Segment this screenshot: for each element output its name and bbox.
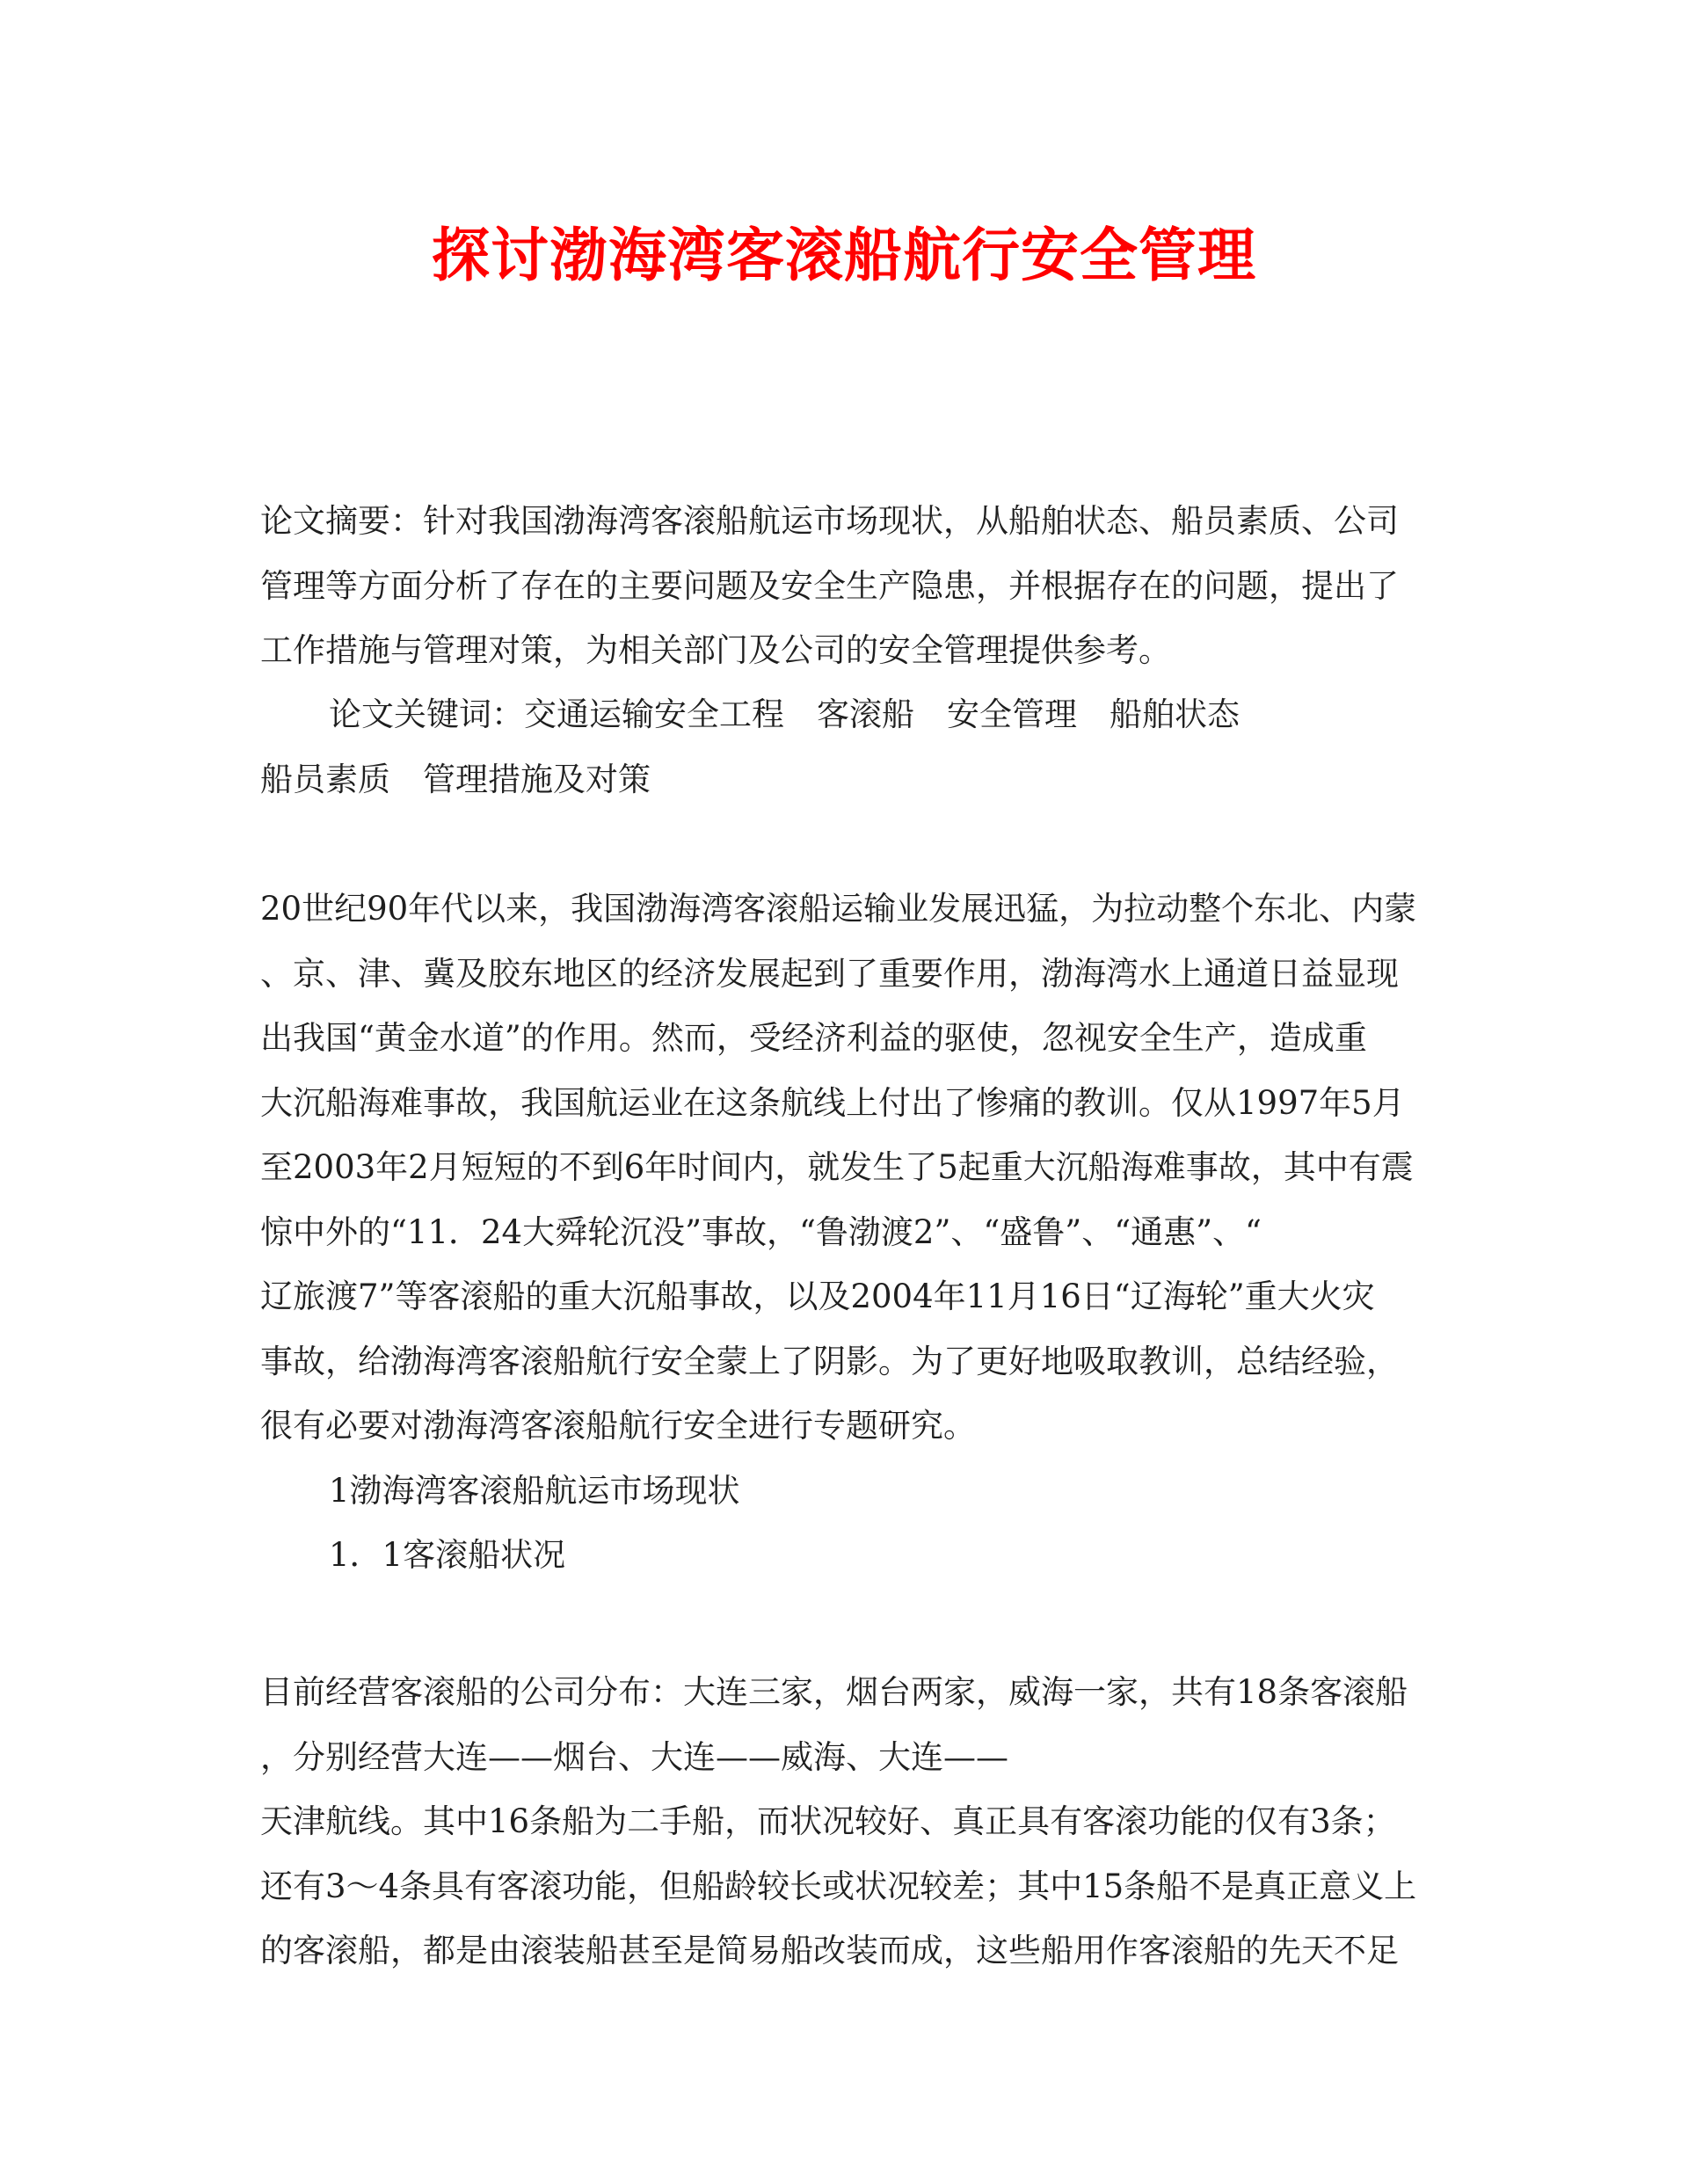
abstract-line: 工作措施与管理对策，为相关部门及公司的安全管理提供参考。 [260, 631, 1171, 669]
intro-line: 出我国“黄金水道”的作用。然而，受经济利益的驱使，忽视安全生产，造成重 [260, 1019, 1367, 1057]
intro-line: 辽旅渡7”等客滚船的重大沉船事故，以及2004年11月16日“辽海轮”重大火灾 [260, 1278, 1375, 1315]
intro-line: 大沉船海难事故，我国航运业在这条航线上付出了惨痛的教训。仅从1997年5月 [260, 1083, 1405, 1122]
abstract-line: 论文摘要：针对我国渤海湾客滚船航运市场现状，从船舶状态、船员素质、公司 [260, 502, 1399, 540]
intro-line: 、京、津、冀及胶东地区的经济发展起到了重要作用，渤海湾水上通道日益显现 [260, 954, 1399, 993]
body-line: 还有3～4条具有客滚功能，但船龄较长或状况较差；其中15条船不是真正意义上 [260, 1867, 1417, 1905]
document-title: 探讨渤海湾客滚船航行安全管理 [432, 221, 1256, 289]
intro-paragraph [260, 877, 1421, 1588]
intro-line: 20世纪90年代以来，我国渤海湾客滚船运输业发展迅猛，为拉动整个东北、内蒙 [260, 890, 1417, 928]
keywords-line: 论文关键词：交通运输安全工程 客滚船 安全管理 船舶状态 [329, 695, 1240, 733]
section-heading: 1渤海湾客滚船航运市场现状 [329, 1471, 740, 1510]
section-1-1-paragraph [260, 1660, 1421, 1984]
body-line: 的客滚船，都是由滚装船甚至是简易船改装而成，这些船用作客滚船的先天不足 [260, 1932, 1399, 1969]
intro-line: 惊中外的“11．24大舜轮沉没”事故，“鲁渤渡2”、“盛鲁”、“通惠”、“ [260, 1212, 1262, 1251]
body-line: ，分别经营大连——烟台、大连——威海、大连—— [260, 1737, 1008, 1776]
intro-line: 至2003年2月短短的不到6年时间内，就发生了5起重大沉船海难事故，其中有震 [260, 1148, 1414, 1186]
intro-line: 事故，给渤海湾客滚船航行安全蒙上了阴影。为了更好地吸取教训，总结经验， [260, 1342, 1399, 1380]
body-line: 天津航线。其中16条船为二手船，而状况较好、真正具有客滚功能的仅有3条； [260, 1802, 1396, 1840]
keywords-paragraph [260, 682, 1421, 812]
abstract-paragraph [260, 489, 1421, 683]
abstract-line: 管理等方面分析了存在的主要问题及安全生产隐患，并根据存在的问题，提出了 [260, 566, 1399, 605]
intro-line: 很有必要对渤海湾客滚船航行安全进行专题研究。 [260, 1407, 976, 1445]
keywords-line: 船员素质 管理措施及对策 [260, 760, 651, 798]
section-subheading: 1．1客滚船状况 [329, 1536, 566, 1574]
body-line: 目前经营客滚船的公司分布：大连三家，烟台两家，威海一家，共有18条客滚船 [260, 1673, 1408, 1711]
